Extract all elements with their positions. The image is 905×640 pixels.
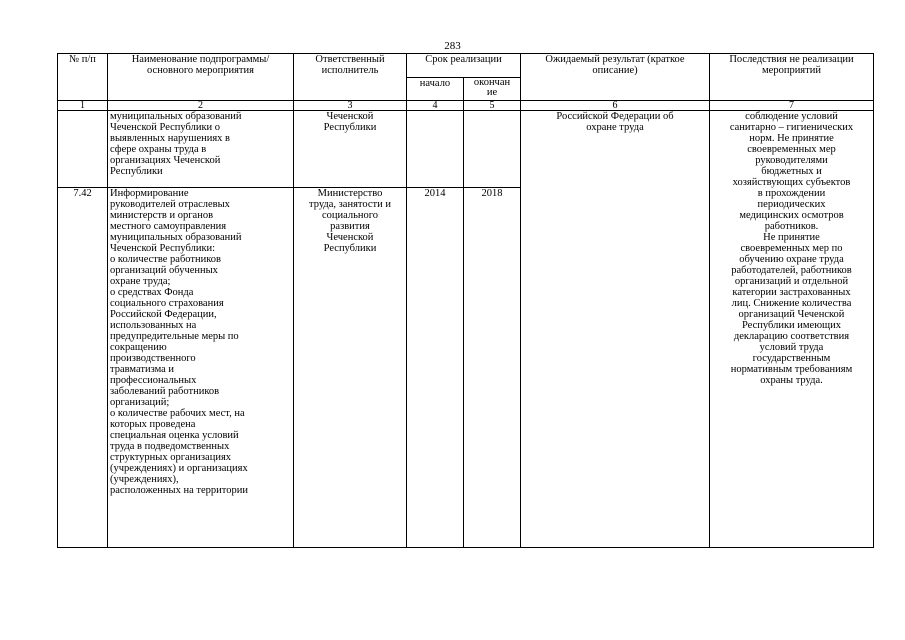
column-number: 1 [58,101,108,111]
page-number: 283 [444,40,461,52]
header-period: Срок реализации [407,54,521,78]
column-number: 5 [464,101,521,111]
program-table [57,53,874,548]
row-num [58,111,108,188]
row-num: 7.42 [58,188,108,548]
row-end [464,111,521,188]
row-start: 2014 [407,188,464,548]
consequences: соблюдение условий санитарно – гигиенических норм. Не принятие своевременных мер руководителями бюджетных и хозяйствующих субъектов в прохождении периодических медицинских осмотров работников. Не принятие своевременных мер по обучению охране труда работодателей, работников организаций и отдельной категории застрахованных лиц. Снижение количества организаций Чеченской Республики имеющих декларацию соответствия условий труда государственным нормативным требованиям охраны труда. [710,111,874,548]
header-name: Наименование подпрограммы/ основного мероприятия [108,54,294,101]
header-result: Ожидаемый результат (краткое описание) [521,54,710,101]
row-responsible: Министерство труда, занятости и социального развития Чеченской Республики [294,188,407,548]
header-end: окончан ие [464,78,521,101]
row-responsible: Чеченской Республики [294,111,407,188]
row-name: Информирование руководителей отраслевых министерств и органов местного самоуправления муниципальных образований Чеченской Республики: о количестве работников организаций обученных охране труда; о средствах Фонда социального страхования Российской Федерации, использованных на предупредительные меры по сокращению производственного травматизма и профессиональных заболеваний работников организаций; о количестве рабочих мест, на которых проведена специальная оценка условий труда в подведомственных структурных организациях (учреждениях) и организациях (учреждениях), расположенных на территории [108,188,294,548]
column-number: 2 [108,101,294,111]
column-number: 4 [407,101,464,111]
expected-result: Российской Федерации об охране труда [521,111,710,548]
header-num: № п/п [58,54,108,101]
column-number: 6 [521,101,710,111]
row-end: 2018 [464,188,521,548]
header-row-1 [58,54,874,78]
header-start: начало [407,78,464,101]
column-number: 7 [710,101,874,111]
column-number: 3 [294,101,407,111]
header-responsible: Ответственный исполнитель [294,54,407,101]
row-name: муниципальных образований Чеченской Республики о выявленных нарушениях в сфере охраны труда в организациях Чеченской Республики [108,111,294,188]
row-start [407,111,464,188]
table-row [58,111,874,188]
header-consequences: Последствия не реализации мероприятий [710,54,874,101]
column-numbers-row [58,101,874,111]
